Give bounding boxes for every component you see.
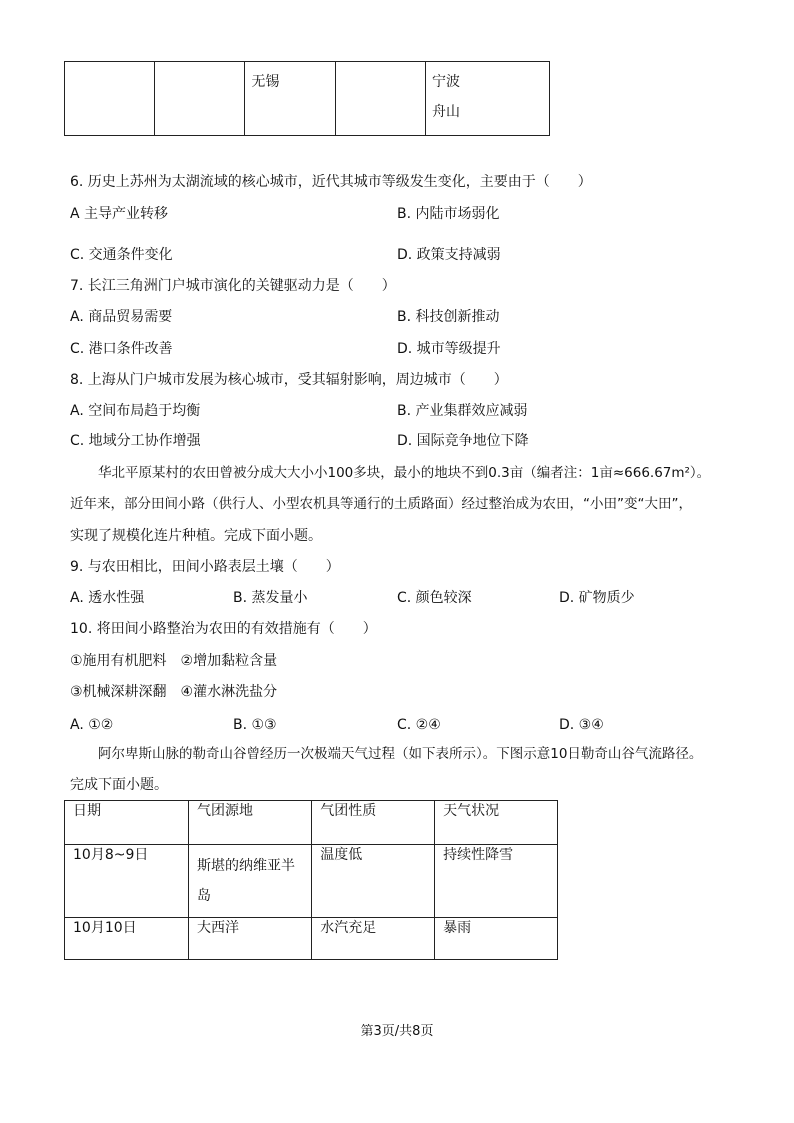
question-10-option-b: B. ①③ (233, 717, 277, 733)
question-10-stem: 10. 将田间小路整治为农田的有效措施有（ ） (70, 621, 377, 637)
question-10-statements-2: ③机械深耕深翻 ④灌水淋洗盐分 (70, 684, 278, 700)
question-7-option-c: C. 港口条件改善 (70, 341, 173, 357)
question-6-option-b: B. 内陆市场弱化 (397, 206, 500, 222)
question-8-option-a: A. 空间布局趋于均衡 (70, 403, 201, 419)
question-6-option-d: D. 政策支持减弱 (397, 247, 501, 263)
question-9-option-b: B. 蒸发量小 (233, 590, 308, 606)
passage-1-line-1: 华北平原某村的农田曾被分成大大小小100多块，最小的地块不到0.3亩（编者注：1亩≈666.67m²）。 (98, 465, 711, 481)
passage-1-line-3: 实现了规模化连片种植。完成下面小题。 (70, 528, 322, 544)
question-9-option-c: C. 颜色较深 (397, 590, 472, 606)
question-10-option-c: C. ②④ (397, 717, 441, 733)
weather-table-cell: 水汽充足 (312, 918, 435, 960)
question-9-stem: 9. 与农田相比，田间小路表层土壤（ ） (70, 559, 340, 575)
question-7-option-d: D. 城市等级提升 (397, 341, 501, 357)
question-10-option-d: D. ③④ (559, 717, 604, 733)
page-number: 第3页/共8页 (360, 1024, 434, 1039)
question-10-option-a: A. ①② (70, 717, 114, 733)
weather-table-cell: 10月8~9日 (65, 845, 189, 918)
question-9-option-a: A. 透水性强 (70, 590, 145, 606)
weather-table-header: 天气状况 (435, 801, 558, 845)
weather-table-row (65, 845, 558, 918)
weather-table-header: 日期 (65, 801, 189, 845)
question-8-stem: 8. 上海从门户城市发展为核心城市，受其辐射影响，周边城市（ ） (70, 372, 508, 388)
top-table-cell (155, 62, 245, 136)
question-6-option-c: C. 交通条件变化 (70, 247, 173, 263)
question-10-statements-1: ①施用有机肥料 ②增加黏粒含量 (70, 653, 278, 669)
weather-table (64, 800, 558, 960)
weather-table-cell: 大西洋 (189, 918, 312, 960)
weather-table-row (65, 918, 558, 960)
passage-2-line-1: 阿尔卑斯山脉的勒奇山谷曾经历一次极端天气过程（如下表所示）。下图示意10日勒奇山谷气流路径。 (98, 746, 703, 762)
question-7-stem: 7. 长江三角洲门户城市演化的关键驱动力是（ ） (70, 278, 396, 294)
weather-table-cell: 持续性降雪 (435, 845, 558, 918)
passage-1-line-2: 近年来，部分田间小路（供行人、小型农机具等通行的土质路面）经过整治成为农田，“小田”变“大田”， (70, 496, 692, 512)
question-8-option-b: B. 产业集群效应减弱 (397, 403, 528, 419)
weather-table-cell: 10月10日 (65, 918, 189, 960)
weather-table-cell: 暴雨 (435, 918, 558, 960)
top-table-cell: 无锡 (245, 62, 335, 136)
top-table-cell (335, 62, 425, 136)
question-8-option-c: C. 地域分工协作增强 (70, 433, 201, 449)
weather-table-header-row (65, 801, 558, 845)
weather-table-cell: 温度低 (312, 845, 435, 918)
top-table-cell (65, 62, 155, 136)
weather-table-header: 气团源地 (189, 801, 312, 845)
question-6-stem: 6. 历史上苏州为太湖流域的核心城市，近代其城市等级发生变化，主要由于（ ） (70, 174, 592, 190)
question-7-option-b: B. 科技创新推动 (397, 309, 500, 325)
question-9-option-d: D. 矿物质少 (559, 590, 635, 606)
top-table-cell: 宁波 舟山 (425, 62, 549, 136)
passage-2-line-2: 完成下面小题。 (70, 777, 168, 793)
top-table (64, 61, 550, 136)
weather-table-header: 气团性质 (312, 801, 435, 845)
question-8-option-d: D. 国际竞争地位下降 (397, 433, 529, 449)
question-6-option-a: A 主导产业转移 (70, 206, 169, 222)
question-7-option-a: A. 商品贸易需要 (70, 309, 173, 325)
weather-table-cell: 斯堪的纳维亚半岛 (189, 845, 312, 918)
